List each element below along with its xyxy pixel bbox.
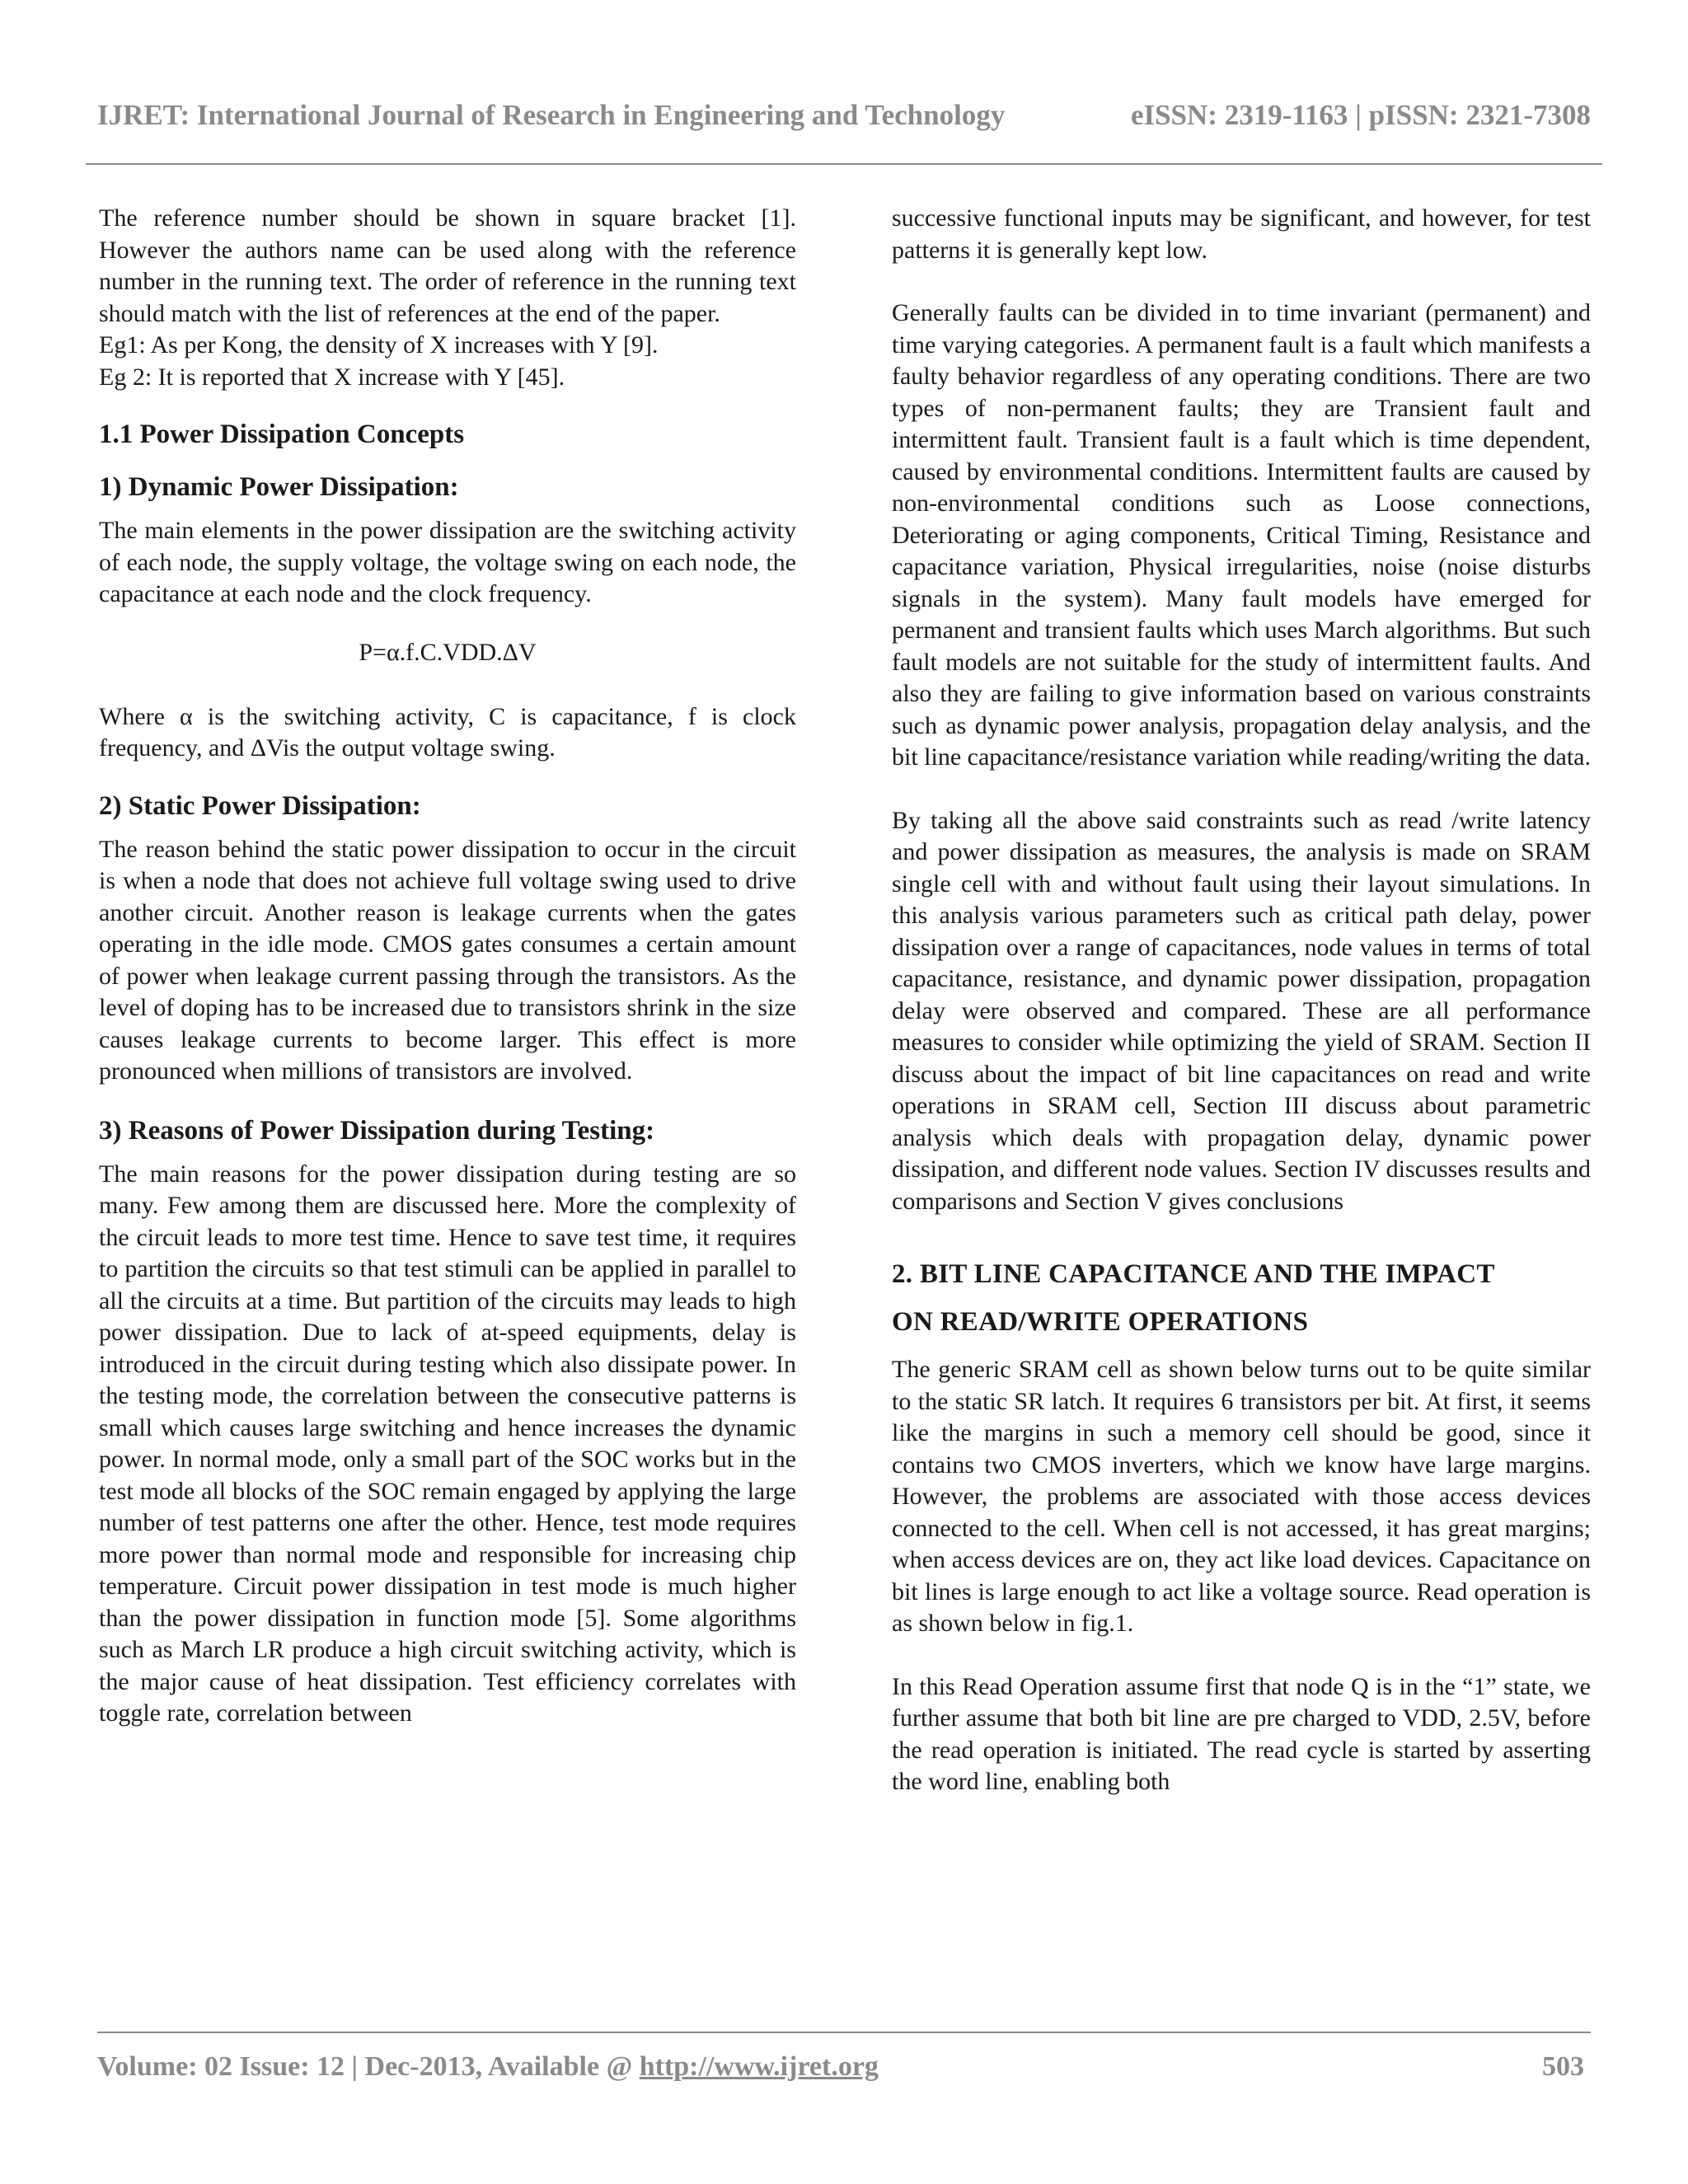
example-1: Eg1: As per Kong, the density of X increases with Y [9]. (99, 331, 659, 359)
footer-volume (97, 2051, 879, 2083)
testing-power-paragraph: The main reasons for the power dissipation during testing are so many. Few among them are discussed here. More the complexity of the circuit leads to more test time. Hence to save test time, it requires to partition the circuits so that test stimuli can be applied in parallel to all the circuits at a time. But partition of the circuits may leads to high power dissipation. Due to lack of at-speed equipments, delay is introduced in the circuit during testing which also dissipate power. In the testing mode, the correlation between the consecutive patterns is small which causes large switching and hence increases the dynamic power. In normal mode, only a small part of the SOC works but in the test mode all blocks of the SOC remain engaged by applying the large number of test patterns one after the other. Hence, test mode requires more power than normal mode and responsible for increasing chip temperature. Circuit power dissipation in test mode is much higher than the power dissipation in function mode [5]. Some algorithms such as March LR produce a high circuit switching activity, which is the major cause of heat dissipation. Test efficiency correlates with toggle rate, correlation between (99, 1160, 796, 1727)
heading-dynamic-power: 1) Dynamic Power Dissipation: (99, 472, 459, 502)
read-operation-paragraph: In this Read Operation assume first that node Q is in the “1” state, we further assume that both bit line are pre charged to VDD, 2.5V, before the read operation is initiated. The read cycle is started by asserting the word line, enabling both (892, 1672, 1591, 1795)
header-divider (86, 163, 1602, 165)
issn-info: eISSN: 2319-1163 | pISSN: 2321-7308 (1130, 99, 1591, 131)
footer-volume-text: Volume: 02 Issue: 12 | Dec-2013, Available @ (97, 2051, 640, 2082)
section-heading-2-line1: 2. BIT LINE CAPACITANCE AND THE IMPACT (892, 1259, 1495, 1289)
heading-static-power: 2) Static Power Dissipation: (99, 790, 421, 821)
heading-testing-power: 3) Reasons of Power Dissipation during Testing: (99, 1115, 655, 1146)
footer-divider (97, 2032, 1591, 2033)
equation-explanation: Where α is the switching activity, C is capacitance, f is clock frequency, and ΔVis the output voltage swing. (99, 702, 796, 762)
section-heading-1-1: 1.1 Power Dissipation Concepts (99, 419, 465, 449)
intro-paragraph: The reference number should be shown in square bracket [1]. However the authors name can be used along with the reference number in the running text. The order of reference in the running text should match with the list of references at the end of the paper. (99, 204, 796, 327)
continued-paragraph: successive functional inputs may be significant, and however, for test patterns it is generally kept low. (892, 204, 1591, 264)
section-heading-2-line2: ON READ/WRITE OPERATIONS (892, 1307, 1309, 1337)
journal-url-link[interactable]: http://www.ijret.org (639, 2051, 879, 2082)
power-equation: P=α.f.C.VDD.ΔV (359, 638, 537, 666)
faults-paragraph: Generally faults can be divided in to time invariant (permanent) and time varying categories. A permanent fault is a fault which manifests a faulty behavior regardless of any operating conditions. There are two types of non-permanent faults; they are Transient fault and intermittent fault. Transient fault is a fault which is time dependent, caused by environmental conditions. Intermittent faults are caused by non-environmental conditions such as Loose connections, Deteriorating or aging components, Critical Timing, Resistance and capacitance variation, Physical irregularities, noise (noise disturbs signals in the system). Many fault models have emerged for permanent and transient faults which uses March algorithms. But such fault models are not suitable for the study of intermittent faults. And also they are failing to give information based on various constraints such as dynamic power analysis, propagation delay analysis, and the bit line capacitance/resistance variation while reading/writing the data. (892, 299, 1591, 771)
left-column (99, 203, 796, 1730)
constraints-paragraph: By taking all the above said constraints such as read /write latency and power dissipation as measures, the analysis is made on SRAM single cell with and without fault using their layout simulations. In this analysis various parameters such as critical path delay, power dissipation over a range of capacitances, node values in terms of total capacitance, resistance, and dynamic power dissipation, propagation delay were observed and compared. These are all performance measures to consider while optimizing the yield of SRAM. Section II discuss about the impact of bit line capacitances on read and write operations in SRAM cell, Section III discuss about parametric analysis which deals with propagation delay, dynamic power dissipation, and different node values. Section IV discusses results and comparisons and Section V gives conclusions (892, 806, 1591, 1215)
dynamic-power-paragraph: The main elements in the power dissipation are the switching activity of each node, the supply voltage, the voltage swing on each node, the capacitance at each node and the clock frequency. (99, 517, 796, 607)
journal-title: IJRET: International Journal of Research in Engineering and Technology (97, 99, 1006, 131)
page-number: 503 (1542, 2051, 1584, 2082)
right-column (892, 203, 1591, 1798)
sram-paragraph: The generic SRAM cell as shown below turns out to be quite similar to the static SR latch. It requires 6 transistors per bit. At first, it seems like the margins in such a memory cell should be good, since it contains two CMOS inverters, which we know have large margins. However, the problems are associated with those access devices connected to the cell. When cell is not accessed, it has great margins; when access devices are on, they act like load devices. Capacitance on bit lines is large enough to act like a voltage source. Read operation is as shown below in fig.1. (892, 1356, 1591, 1637)
static-power-paragraph: The reason behind the static power dissipation to occur in the circuit is when a node that does not achieve full voltage swing used to drive another circuit. Another reason is leakage currents when the gates operating in the idle mode. CMOS gates consumes a certain amount of power when leakage current passing through the transistors. As the level of doping has to be increased due to transistors shrink in the size causes leakage currents to become larger. This effect is more pronounced when millions of transistors are involved. (99, 835, 796, 1085)
example-2: Eg 2: It is reported that X increase with Y [45]. (99, 363, 565, 391)
